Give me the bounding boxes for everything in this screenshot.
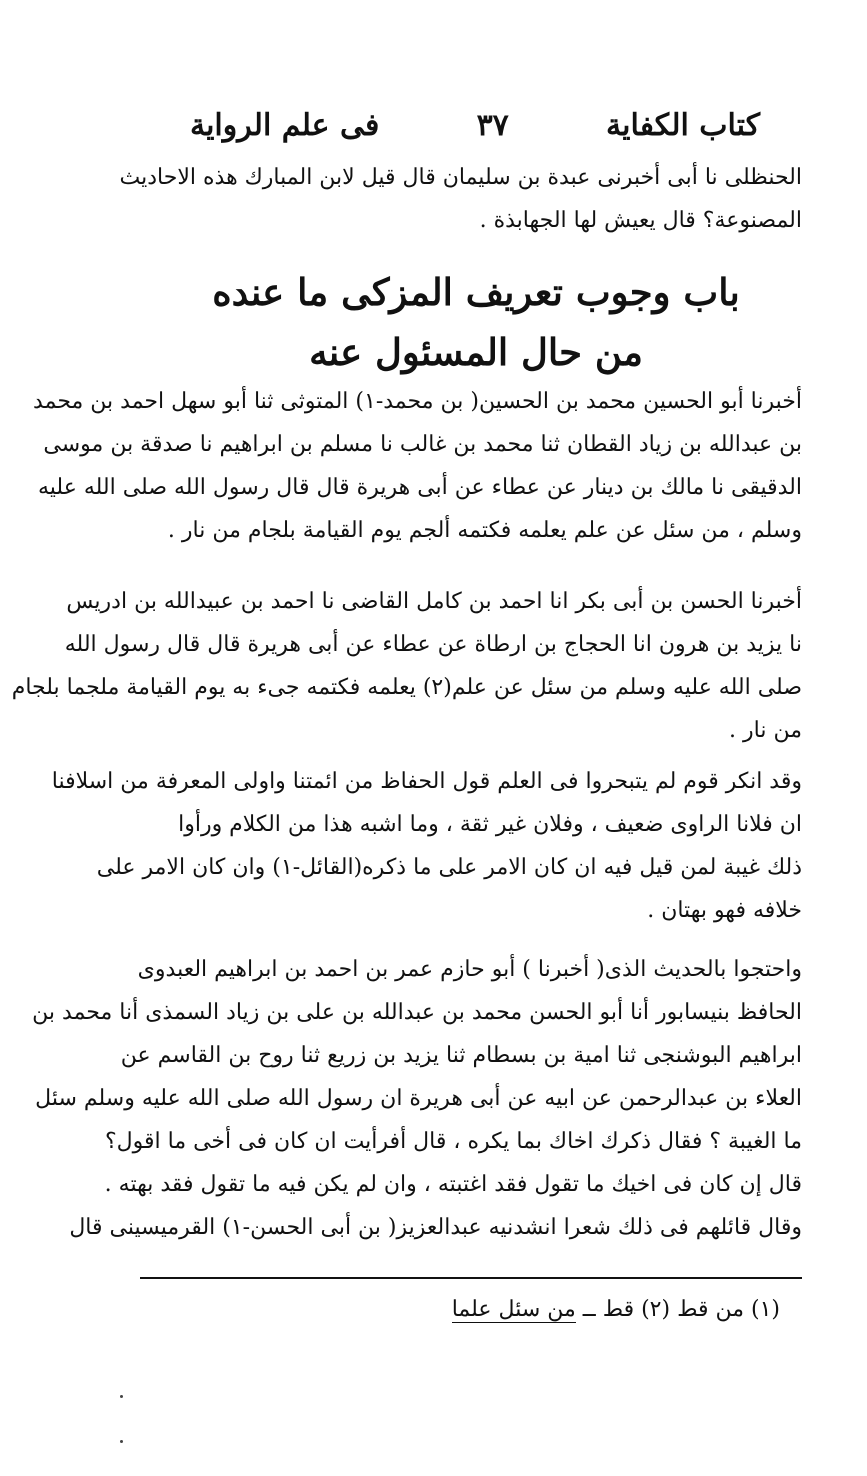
text-line: الحنظلى نا أبى أخبرنى عبدة بن سليمان قال قيل لابن المبارك هذه الاحاديث [119,165,802,190]
text-line: أخبرنا أبو الحسين محمد بن الحسين( بن محمد-١) المتوثى ثنا أبو سهل احمد بن محمد [33,389,802,414]
scan-speck [120,1395,123,1398]
text-line: العلاء بن عبدالرحمن عن ابيه عن أبى هريرة ان رسول الله صلى الله عليه وسلم سئل [35,1086,802,1111]
subject-title: فى علم الرواية [190,107,380,143]
footnote-text: (١) من قط (٢) قط ــ [575,1297,780,1322]
text-line: المصنوعة؟ قال يعيش لها الجهابذة . [479,208,802,233]
footnote-divider [140,1277,802,1279]
text-line: الحافظ بنيسابور أنا أبو الحسن محمد بن عبدالله بن على بن زياد السمذى أنا محمد بن [32,1000,802,1025]
running-header [190,100,760,150]
footnote [440,1290,780,1330]
text-line: الدقيقى نا مالك بن دينار عن عطاء عن أبى هريرة قال قال رسول الله صلى الله عليه [37,475,802,500]
paragraph-3 [51,760,802,932]
chapter-title-line: من حال المسئول عنه [309,330,643,374]
text-line: ما الغيبة ؟ فقال ذكرك اخاك بما يكره ، قال أفرأيت ان كان فى أخى ما اقول؟ [104,1129,802,1154]
text-line: صلى الله عليه وسلم من سئل عن علم(٢) يعلمه فكتمه جىء به يوم القيامة ملجما بلجام [11,675,802,700]
text-line: بن عبدالله بن زياد القطان ثنا محمد بن غالب نا مسلم بن ابراهيم نا صدقة بن موسى [43,432,802,457]
chapter-title [150,262,802,382]
text-line: وقال قائلهم فى ذلك شعرا انشدنيه عبدالعزيز( بن أبى الحسن-١) القرميسينى قال [69,1215,802,1240]
text-line: نا يزيد بن هرون انا الحجاج بن ارطاة عن عطاء عن أبى هريرة قال قال رسول الله [64,632,802,657]
text-line: أخبرنا الحسن بن أبى بكر انا احمد بن كامل القاضى نا احمد بن عبيدالله بن ادريس [66,589,802,614]
text-line: من نار . [729,718,802,743]
text-line: ان فلانا الراوى ضعيف ، وفلان غير ثقة ، وما اشبه هذا من الكلام ورأوا [178,812,802,837]
footnote-underlined-text: من سئل علما [451,1297,576,1322]
paragraph-4 [32,948,802,1249]
page-number: ٣٧ [476,107,509,143]
text-line: قال إن كان فى اخيك ما تقول فقد اغتبته ، وان لم يكن فيه ما تقول فقد بهته . [104,1172,802,1197]
book-title: كتاب الكفاية [606,107,760,143]
scan-speck [120,1440,123,1443]
text-line: وسلم ، من سئل عن علم يعلمه فكتمه ألجم يوم القيامة بلجام من نار . [167,518,802,543]
chapter-title-line: باب وجوب تعريف المزكى ما عنده [212,270,740,314]
paragraph-2 [11,580,802,752]
text-line: ابراهيم البوشنجى ثنا امية بن بسطام ثنا يزيد بن زريع ثنا روح بن القاسم عن [120,1043,802,1068]
text-line: واحتجوا بالحديث الذى( أخبرنا ) أبو حازم عمر بن احمد بن ابراهيم العبدوى [137,957,802,982]
intro-text [119,156,802,242]
text-line: وقد انكر قوم لم يتبحروا فى العلم قول الحفاظ من ائمتنا واولى المعرفة من اسلافنا [51,769,802,794]
paragraph-1 [33,380,802,552]
text-line: ذلك غيبة لمن قيل فيه ان كان الامر على ما ذكره(القائل-١) وان كان الامر على [96,855,802,880]
text-line: خلافه فهو بهتان . [647,898,802,923]
